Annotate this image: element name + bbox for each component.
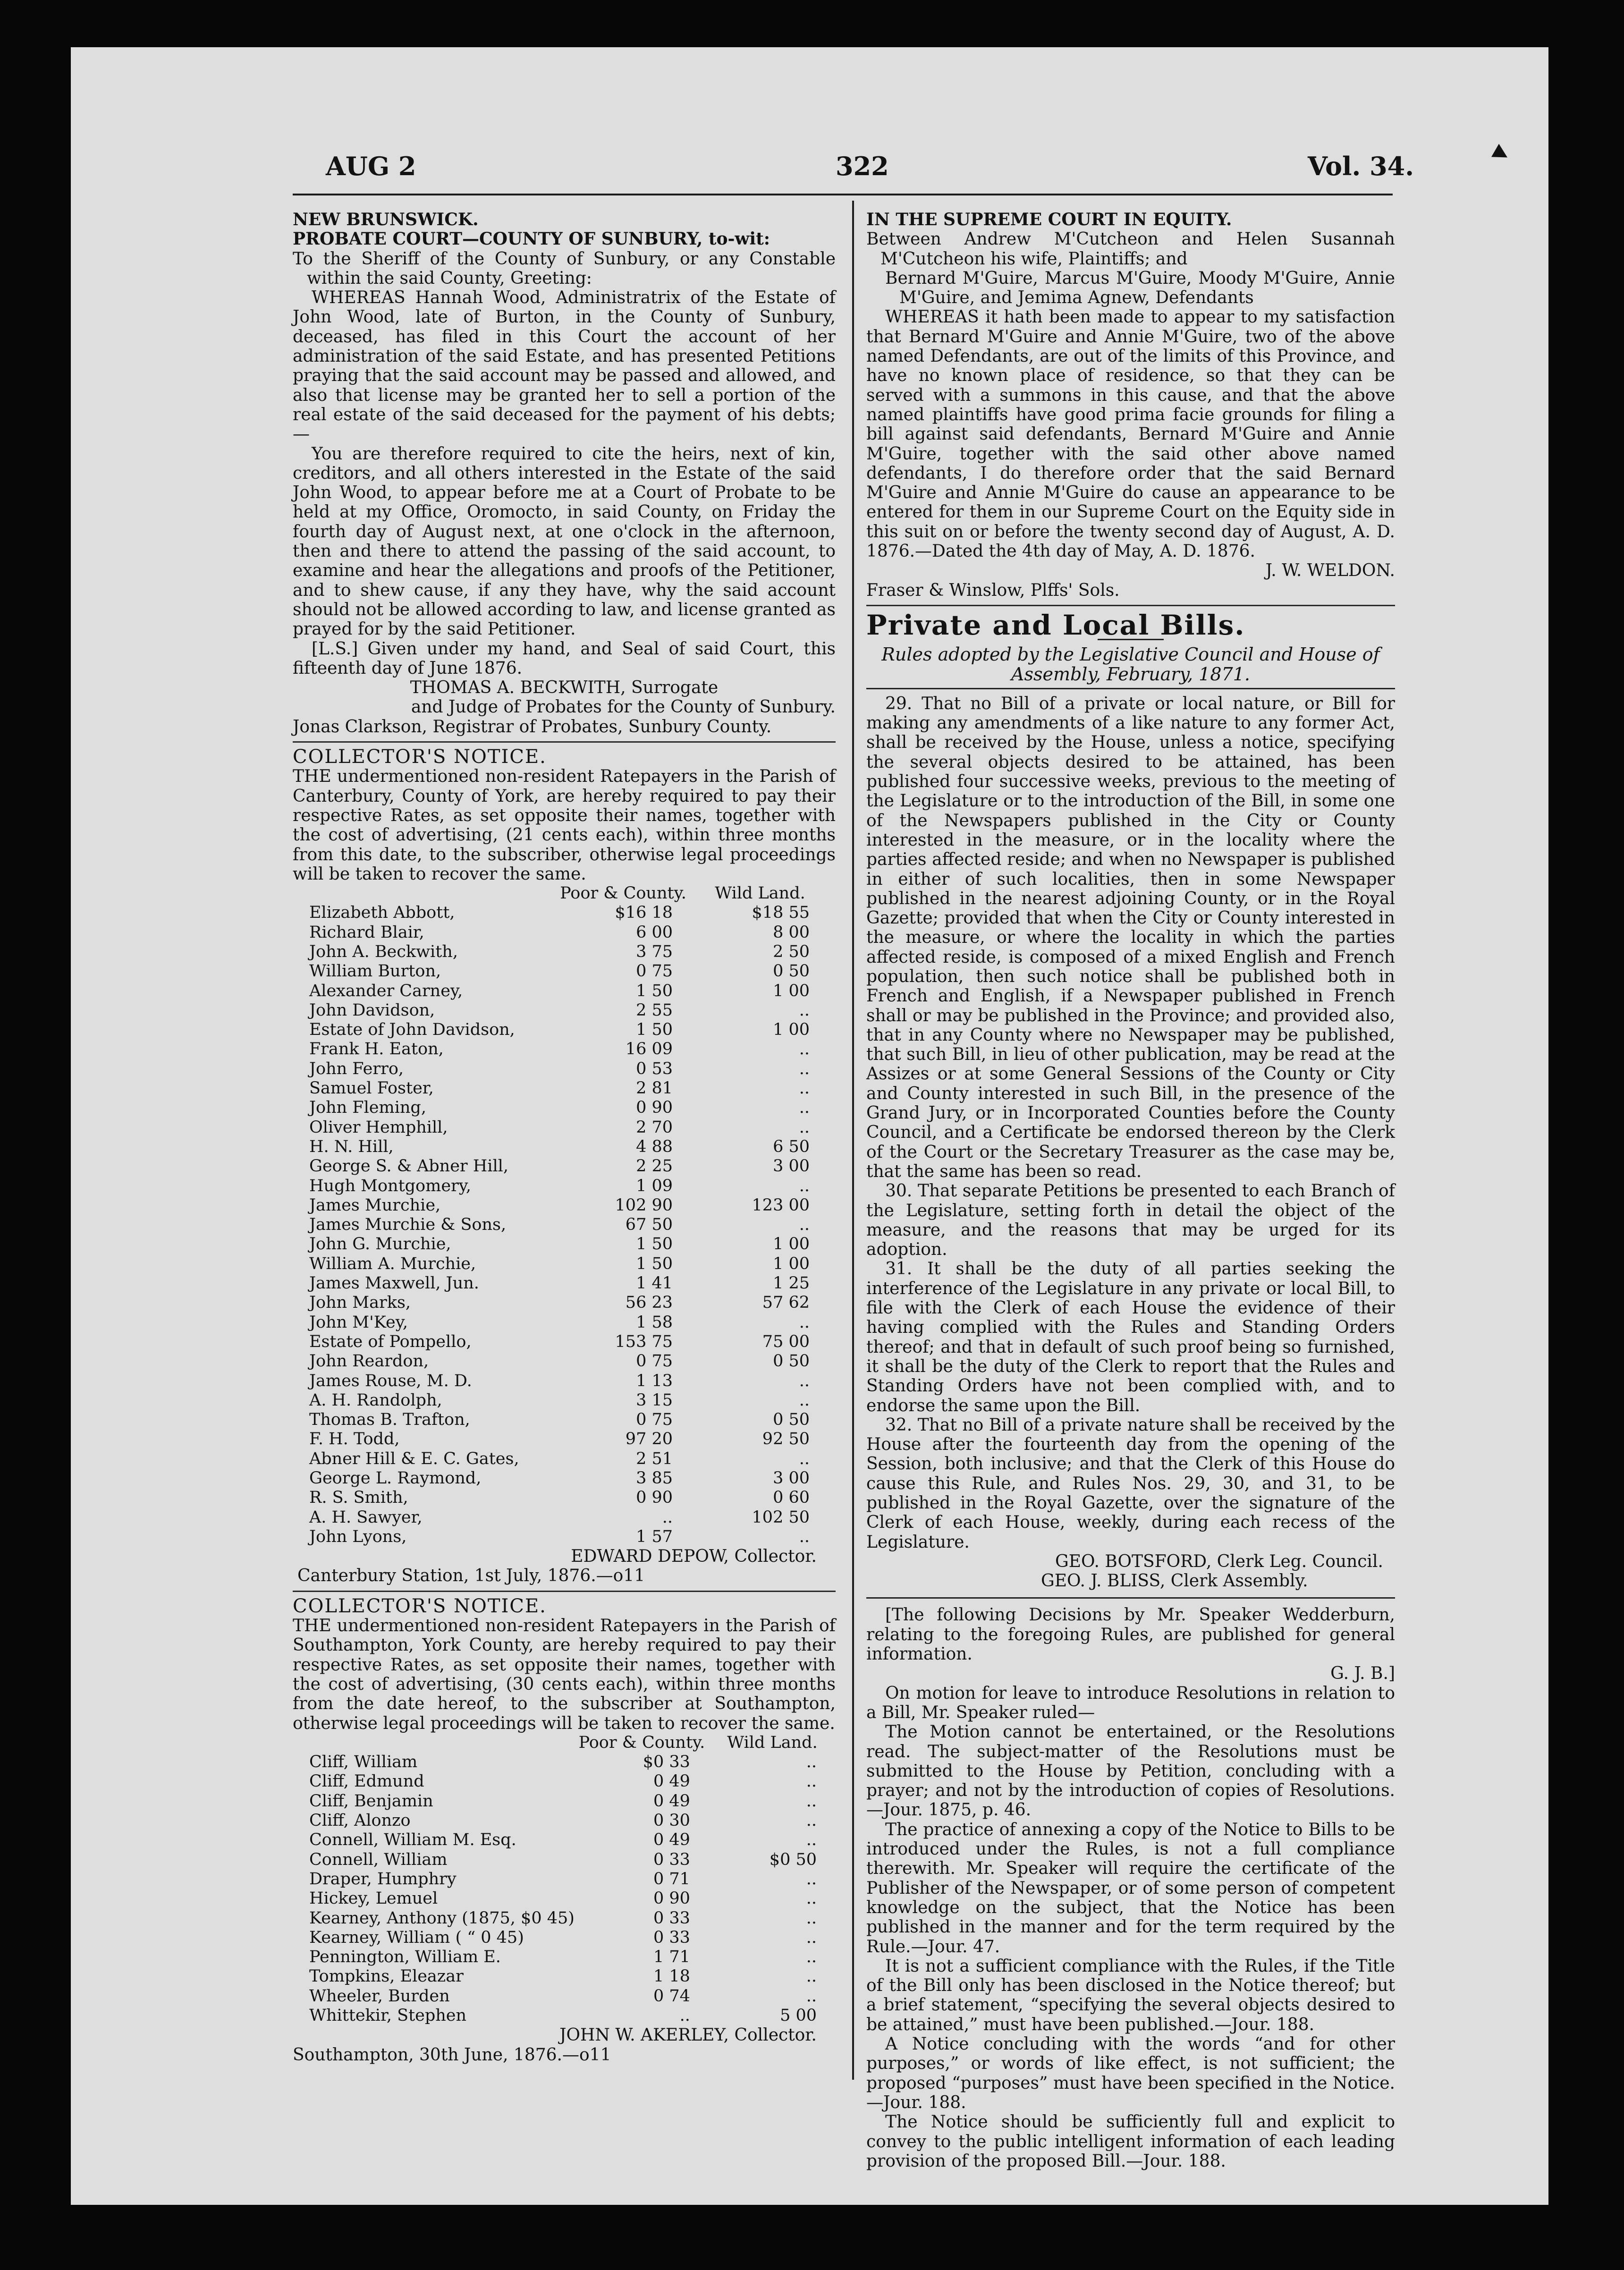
- poor-county-rate: 0 49: [653, 1830, 690, 1850]
- ratepayer-name: H. N. Hill,: [309, 1137, 394, 1156]
- clerk-assembly-signature: GEO. J. BLISS, Clerk Assembly.: [1041, 1571, 1308, 1591]
- ratepayer-row: [309, 903, 829, 923]
- wild-land-rate: ..: [806, 1967, 817, 1986]
- collector1-dateline: Canterbury Station, 1st July, 1876.—o11: [297, 1566, 645, 1586]
- ratepayer-row: [309, 1274, 829, 1293]
- wild-land-rate: ..: [806, 1753, 817, 1772]
- poor-county-rate: 1 50: [636, 1020, 673, 1040]
- ratepayer-name: Elizabeth Abbott,: [309, 903, 455, 923]
- poor-county-rate: 1 57: [636, 1527, 673, 1546]
- poor-county-rate: 2 25: [636, 1157, 673, 1176]
- ratepayer-row: [309, 1254, 829, 1274]
- wild-land-rate: ..: [799, 1118, 810, 1137]
- poor-county-rate: 153 75: [615, 1332, 673, 1351]
- poor-county-rate: 0 71: [653, 1869, 690, 1889]
- ratepayer-name: Alexander Carney,: [309, 981, 463, 1000]
- wild-land-rate: ..: [806, 1986, 817, 2006]
- ratepayer-name: John Davidson,: [309, 1000, 435, 1020]
- ratepayer-name: John Marks,: [309, 1293, 411, 1313]
- probate-court: PROBATE COURT—COUNTY OF SUNBURY, to-wit:: [293, 229, 770, 249]
- decision-4: It is not a sufficient compliance with the Rules, if the Title of the Bill only has been disclosed in the Notice thereof; but a brief statement, “specifying the several objects desired to be attained,” must have been published.—Jour. 188.: [866, 1956, 1395, 2034]
- poor-county-rate: 2 51: [636, 1449, 673, 1468]
- speaker-note: [The following Decisions by Mr. Speaker Wedderburn, relating to the foregoing Rules, are published for general information.: [866, 1605, 1395, 1664]
- poor-county-rate: 1 50: [636, 1254, 673, 1273]
- speaker-note-initials: G. J. B.]: [1330, 1664, 1395, 1684]
- supreme-parties-2: Bernard M'Guire, Marcus M'Guire, Moody M'Guire, Annie M'Guire, and Jemima Agnew, Defendants: [885, 268, 1395, 308]
- poor-county-rate: 0 74: [653, 1986, 690, 2006]
- ratepayer-row: [309, 1987, 836, 2006]
- ratepayer-name: John Ferro,: [309, 1059, 404, 1078]
- ratepayer-row: [309, 1352, 829, 1371]
- ratepayer-row: [309, 1215, 829, 1235]
- probate-address: To the Sheriff of the County of Sunbury, or any Constable within the said County, Greeting:: [293, 249, 836, 288]
- column-divider: [852, 201, 854, 2080]
- poor-county-rate: 0 75: [636, 1352, 673, 1371]
- ratepayer-name: F. H. Todd,: [309, 1430, 400, 1449]
- wild-land-rate: ..: [806, 1869, 817, 1889]
- supreme-body: WHEREAS it hath been made to appear to my satisfaction that Bernard M'Guire and Annie M'Guire, two of the above named Defendants, are out of the limits of this Province, and have no known place of residence, so that they can be served with a summons in this cause, and that the above named plaintiffs have good prima facie grounds for filing a bill against said defendants, Bernard M'Guire and Annie M'Guire, together with the said other above named defendants, I do therefore order that the said Bernard M'Guire and Annie M'Guire do cause an appearance to be entered for them in our Supreme Court on the Equity side in this suit on or before the twenty second day of August, A. D. 1876.—Dated the 4th day of May, A. D. 1876.: [866, 307, 1395, 561]
- poor-county-rate: 1 71: [653, 1948, 690, 1967]
- collector1-header-poor: Poor & County.: [560, 884, 686, 903]
- ratepayer-name: Whittekir, Stephen: [309, 2006, 467, 2025]
- collector2-title: COLLECTOR'S NOTICE.: [293, 1595, 547, 1617]
- ratepayer-name: Connell, William M. Esq.: [309, 1830, 516, 1850]
- ratepayer-row: [309, 982, 829, 1001]
- poor-county-rate: 1 09: [636, 1176, 673, 1195]
- poor-county-rate: 1 13: [636, 1371, 673, 1390]
- collector2-header-name: [309, 1733, 575, 1753]
- wild-land-rate: 1 25: [773, 1274, 810, 1293]
- wild-land-rate: 8 00: [773, 923, 810, 942]
- ratepayer-name: William Burton,: [309, 962, 441, 981]
- ratepayer-row: [309, 1772, 836, 1791]
- collector1-header-name: [309, 884, 555, 903]
- wild-land-rate: ..: [806, 1948, 817, 1967]
- poor-county-rate: 0 90: [636, 1488, 673, 1508]
- ratepayer-name: Hugh Montgomery,: [309, 1176, 472, 1195]
- header-rule: [293, 194, 1393, 195]
- ratepayer-row: [309, 1137, 829, 1157]
- supreme-signature: J. W. WELDON.: [1265, 561, 1395, 581]
- ratepayer-row: [309, 2006, 836, 2025]
- wild-land-rate: ..: [799, 1313, 810, 1332]
- ratepayer-name: Abner Hill & E. C. Gates,: [309, 1449, 519, 1468]
- ratepayer-row: [309, 1527, 829, 1547]
- ratepayer-row: [309, 1059, 829, 1079]
- probate-paragraph-2: You are therefore required to cite the heirs, next of kin, creditors, and all others interested in the Estate of the said John Wood, to appear before me at a Court of Probate to be held at my Office, Oromocto, in said County, on Friday the fourth day of August next, at one o'clock in the afternoon, then and there to attend the passing of the said account, to examine and hear the allegations and proofs of the Petitioner, and to shew cause, if any they have, why the said account should not be allowed according to law, and license granted as prayed for by the said Petitioner.: [293, 444, 836, 639]
- poor-county-rate: 4 88: [636, 1137, 673, 1156]
- ratepayer-row: [309, 1830, 836, 1850]
- ratepayer-row: [309, 1196, 829, 1215]
- ratepayer-name: John A. Beckwith,: [309, 942, 458, 961]
- wild-land-rate: 102 50: [752, 1508, 810, 1527]
- poor-county-rate: 2 55: [636, 1000, 673, 1020]
- wild-land-rate: 1 00: [773, 1020, 810, 1040]
- ratepayer-row: [309, 1293, 829, 1313]
- ratepayer-name: Cliff, William: [309, 1753, 418, 1772]
- collector1-table: [309, 884, 829, 1547]
- wild-land-rate: ..: [799, 1000, 810, 1020]
- bills-subtitle: Rules adopted by the Legislative Council and House of Assembly, February, 1871.: [881, 644, 1380, 685]
- ratepayer-name: John G. Murchie,: [309, 1235, 451, 1254]
- ratepayer-row: [309, 1020, 829, 1040]
- ratepayer-row: [309, 1449, 829, 1469]
- wild-land-rate: ..: [806, 1889, 817, 1908]
- decision-3: The practice of annexing a copy of the Notice to Bills to be introduced under the Rules, is not a full compliance therewith. Mr. Speaker will require the certificate of the Publisher of the Newspaper, or of some person of competent knowledge on the subject, that the Notice has been published in the manner and for the term required by the Rule.—Jour. 47.: [866, 1820, 1395, 1957]
- poor-county-rate: 0 33: [653, 1928, 690, 1947]
- ratepayer-name: Cliff, Benjamin: [309, 1791, 433, 1811]
- ratepayer-row: [309, 1967, 836, 1986]
- ratepayer-name: Estate of John Davidson,: [309, 1020, 515, 1040]
- ratepayer-name: Thomas B. Trafton,: [309, 1410, 470, 1430]
- ratepayer-name: John Reardon,: [309, 1352, 429, 1371]
- poor-county-rate: 1 41: [636, 1274, 673, 1293]
- ratepayer-name: Richard Blair,: [309, 923, 424, 942]
- poor-county-rate: 0 49: [653, 1772, 690, 1791]
- poor-county-rate: 2 70: [636, 1118, 673, 1137]
- probate-registrar: Jonas Clarkson, Registrar of Probates, Sunbury County.: [293, 717, 772, 737]
- collector2-intro: THE undermentioned non-resident Ratepayers in the Parish of Southampton, York County, are hereby required to pay their respective Rates, as set opposite their names, together with the cost of advertising, (30 cents each), within three months from the date hereof, to the subscriber at Southampton, otherwise legal proceedings will be taken to recover the same.: [293, 1616, 836, 1733]
- ratepayer-name: Oliver Hemphill,: [309, 1118, 448, 1137]
- poor-county-rate: 0 33: [653, 1908, 690, 1928]
- ratepayer-name: Estate of Pompello,: [309, 1332, 472, 1351]
- page-number: 322: [836, 151, 889, 181]
- poor-county-rate: 0 90: [636, 1098, 673, 1118]
- ratepayer-row: [309, 1001, 829, 1020]
- poor-county-rate: 2 81: [636, 1079, 673, 1098]
- decision-2: The Motion cannot be entertained, or the Resolutions read. The subject-matter of the Resolutions must be submitted to the House by Petition, concluding with a prayer; and not by the introduction of copies of Resolutions.—Jour. 1875, p. 46.: [866, 1722, 1395, 1820]
- poor-county-rate: 0 33: [653, 1850, 690, 1869]
- wild-land-rate: ..: [799, 1215, 810, 1235]
- ratepayer-row: [309, 1753, 836, 1772]
- ratepayer-name: Tompkins, Eleazar: [309, 1967, 464, 1986]
- poor-county-rate: 102 90: [615, 1195, 673, 1215]
- probate-title: NEW BRUNSWICK.: [293, 210, 479, 229]
- wild-land-rate: ..: [799, 1527, 810, 1546]
- decision-5: A Notice concluding with the words “and for other purposes,” or words of like effect, is not sufficient; the proposed “purposes” must have been specified in the Notice.—Jour. 188.: [866, 2034, 1395, 2112]
- wild-land-rate: 1 00: [773, 1235, 810, 1254]
- decisions-rule: [866, 1597, 1395, 1599]
- ratepayer-row: [309, 1332, 829, 1352]
- ratepayer-name: Pennington, William E.: [309, 1948, 501, 1967]
- supreme-title: IN THE SUPREME COURT IN EQUITY.: [866, 210, 1232, 229]
- ratepayer-name: Samuel Foster,: [309, 1079, 434, 1098]
- ratepayer-name: James Murchie & Sons,: [309, 1215, 507, 1235]
- ratepayer-name: R. S. Smith,: [309, 1488, 408, 1508]
- poor-county-rate: ..: [662, 1508, 673, 1527]
- ratepayer-row: [309, 1177, 829, 1196]
- wild-land-rate: $18 55: [752, 903, 810, 923]
- wild-land-rate: ..: [806, 1830, 817, 1850]
- ratepayer-name: A. H. Randolph,: [309, 1390, 442, 1410]
- ratepayer-name: John Lyons,: [309, 1527, 407, 1546]
- wild-land-rate: ..: [799, 1040, 810, 1059]
- wild-land-rate: ..: [806, 1772, 817, 1791]
- ratepayer-name: John Fleming,: [309, 1098, 426, 1118]
- wild-land-rate: ..: [799, 1098, 810, 1118]
- ratepayer-row: [309, 1469, 829, 1488]
- wild-land-rate: ..: [799, 1371, 810, 1390]
- wild-land-rate: 1 00: [773, 1254, 810, 1273]
- ratepayer-row: [309, 1850, 836, 1870]
- wild-land-rate: 5 00: [780, 2006, 817, 2025]
- ratepayer-row: [309, 1508, 829, 1527]
- collector2-dateline: Southampton, 30th June, 1876.—o11: [293, 2045, 611, 2065]
- left-column: [293, 210, 836, 2065]
- ratepayer-name: Draper, Humphry: [309, 1869, 457, 1889]
- poor-county-rate: 0 30: [653, 1811, 690, 1830]
- wild-land-rate: ..: [806, 1811, 817, 1830]
- wild-land-rate: ..: [799, 1176, 810, 1195]
- poor-county-rate: 1 50: [636, 1235, 673, 1254]
- ratepayer-row: [309, 1909, 836, 1928]
- wild-land-rate: $0 50: [769, 1850, 817, 1869]
- ratepayer-row: [309, 1430, 829, 1449]
- wild-land-rate: 1 00: [773, 981, 810, 1000]
- wild-land-rate: 92 50: [762, 1430, 810, 1449]
- wild-land-rate: 57 62: [762, 1293, 810, 1313]
- bills-title: Private and Local Bills.: [866, 609, 1245, 641]
- wild-land-rate: 2 50: [773, 942, 810, 961]
- ratepayer-name: Connell, William: [309, 1850, 448, 1869]
- ratepayer-name: James Rouse, M. D.: [309, 1371, 472, 1390]
- collector1-intro: THE undermentioned non-resident Ratepayers in the Parish of Canterbury, County of York, are hereby required to pay their respective Rates, as set opposite their names, together with the cost of advertising, (21 cents each), within three months from this date, to the subscriber, otherwise legal proceedings will be taken to recover the same.: [293, 767, 836, 884]
- ratepayer-name: Wheeler, Burden: [309, 1986, 450, 2006]
- ratepayer-row: [309, 923, 829, 942]
- ratepayer-row: [309, 1098, 829, 1118]
- probate-signature-1: THOMAS A. BECKWITH, Surrogate: [410, 678, 719, 698]
- poor-county-rate: 16 09: [625, 1040, 673, 1059]
- ratepayer-name: Hickey, Lemuel: [309, 1889, 438, 1908]
- header-date: AUG 2: [326, 151, 416, 181]
- rule-30: 30. That separate Petitions be presented to each Branch of the Legislature, setting forth in detail the object of the measure, and the reasons that may be urged for its adoption.: [866, 1181, 1395, 1260]
- supreme-solicitors: Fraser & Winslow, Plffs' Sols.: [866, 580, 1120, 600]
- poor-county-rate: 1 18: [653, 1967, 690, 1986]
- ratepayer-row: [309, 1870, 836, 1889]
- ratepayer-row: [309, 1948, 836, 1967]
- decision-1: On motion for leave to introduce Resolutions in relation to a Bill, Mr. Speaker ruled—: [866, 1683, 1395, 1722]
- ratepayer-name: Cliff, Edmund: [309, 1772, 424, 1791]
- poor-county-rate: 3 75: [636, 942, 673, 961]
- probate-paragraph-1: WHEREAS Hannah Wood, Administratrix of the Estate of John Wood, late of Burton, in the County of Sunbury, deceased, has filed in this Court the account of her administration of the said Estate, and has presented Petitions praying that the said account may be passed and allowed, and also that license may be granted her to sell a portion of the real estate of the said deceased for the payment of his debts;—: [293, 288, 836, 444]
- ratepayer-name: James Murchie,: [309, 1195, 441, 1215]
- poor-county-rate: 1 58: [636, 1313, 673, 1332]
- wild-land-rate: 6 50: [773, 1137, 810, 1156]
- rule-29: 29. That no Bill of a private or local nature, or Bill for making any amendments of a like nature to any former Act, shall be received by the House, unless a notice, specifying the several objects desired to be attained, has been published four successive weeks, previous to the meeting of the Legislature or to the introduction of the Bill, in some one of the Newspapers published in the City or County interested in the measure, or in the locality where the parties affected reside; and when no Newspaper is published in either of such localities, then in some Newspaper published in the nearest adjoining County, or in the Royal Gazette; provided that when the City or County interested in the measure, or where the locality in which the parties affected reside, is composed of a mixed English and French population, then such notice shall be published both in French and English, if a Newspaper published in French shall or may be published in the Province; and provided also, that in any County where no Newspaper may be published, that such Bill, in lieu of other publication, may be read at the Assizes or at some General Sessions of the County or City and County interested in such Bill, in the presence of the Grand Jury, or in Incorporated Counties before the County Council, and a Certificate be endorsed thereon by the Clerk of the Court or the Secretary Treasurer as the case may be, that the same has been so read.: [866, 694, 1395, 1181]
- wild-land-rate: ..: [806, 1928, 817, 1947]
- ratepayer-name: A. H. Sawyer,: [309, 1508, 423, 1527]
- wild-land-rate: ..: [799, 1059, 810, 1078]
- collector2-table: [309, 1733, 836, 2025]
- ratepayer-row: [309, 1792, 836, 1811]
- ratepayer-row: [309, 962, 829, 981]
- ratepayer-name: Frank H. Eaton,: [309, 1040, 444, 1059]
- poor-county-rate: 3 85: [636, 1469, 673, 1488]
- collector1-title: COLLECTOR'S NOTICE.: [293, 746, 547, 768]
- ratepayer-name: John M'Key,: [309, 1313, 408, 1332]
- ratepayer-row: [309, 1157, 829, 1176]
- ratepayer-row: [309, 1235, 829, 1254]
- wild-land-rate: 0 50: [773, 962, 810, 981]
- poor-county-rate: 56 23: [625, 1293, 673, 1313]
- poor-county-rate: 67 50: [625, 1215, 673, 1235]
- ratepayer-row: [309, 942, 829, 962]
- wild-land-rate: ..: [799, 1079, 810, 1098]
- ratepayer-name: Kearney, William ( “ 0 45): [309, 1928, 524, 1947]
- ratepayer-name: Kearney, Anthony (1875, $0 45): [309, 1908, 575, 1928]
- poor-county-rate: 0 75: [636, 962, 673, 981]
- ratepayer-row: [309, 1488, 829, 1508]
- volume-label: Vol. 34.: [1308, 151, 1414, 181]
- wild-land-rate: 123 00: [752, 1195, 810, 1215]
- wild-land-rate: 75 00: [762, 1332, 810, 1351]
- rule-31: 31. It shall be the duty of all parties seeking the interference of the Legislature in any private or local Bill, to file with the Clerk of each House the evidence of their having complied with the Rules and Standing Orders thereof; and that in default of such proof being so furnished, it shall be the duty of the Clerk to report that the Rules and Standing Orders have not been complied with, and to endorse the same upon the Bill.: [866, 1259, 1395, 1415]
- supreme-parties-1: Between Andrew M'Cutcheon and Helen Susannah M'Cutcheon his wife, Plaintiffs; and: [866, 229, 1395, 269]
- probate-signature-2: and Judge of Probates for the County of Sunbury.: [411, 697, 836, 717]
- poor-county-rate: 6 00: [636, 923, 673, 942]
- section-divider: [293, 741, 836, 743]
- ratepayer-row: [309, 1040, 829, 1059]
- probate-paragraph-3: [L.S.] Given under my hand, and Seal of said Court, this fifteenth day of June 1876.: [293, 639, 836, 678]
- ratepayer-name: James Maxwell, Jun.: [309, 1274, 479, 1293]
- wild-land-rate: 0 50: [773, 1410, 810, 1430]
- rule-32: 32. That no Bill of a private nature shall be received by the House after the fourteenth day from the opening of the Session, both inclusive; and that the Clerk of this House do cause this Rule, and Rules Nos. 29, 30, and 31, to be published in the Royal Gazette, over the signature of the Clerk of each House, weekly, during each recess of the Legislature.: [866, 1415, 1395, 1552]
- collector2-header-poor: Poor & County.: [578, 1733, 705, 1752]
- section-divider: [866, 605, 1395, 606]
- poor-county-rate: $0 33: [643, 1753, 690, 1772]
- poor-county-rate: ..: [679, 2006, 690, 2025]
- poor-county-rate: 0 53: [636, 1059, 673, 1078]
- decision-6: The Notice should be sufficiently full and explicit to convey to the public intelligent information of each leading provision of the proposed Bill.—Jour. 188.: [866, 2112, 1395, 2171]
- right-column: [866, 210, 1395, 2171]
- ratepayer-row: [309, 1410, 829, 1430]
- ratepayer-row: [309, 1313, 829, 1332]
- collector1-header-wild: Wild Land.: [715, 884, 805, 903]
- wild-land-rate: 3 00: [773, 1469, 810, 1488]
- ratepayer-row: [309, 1811, 836, 1830]
- poor-county-rate: 0 90: [653, 1889, 690, 1908]
- ratepayer-name: George L. Raymond,: [309, 1469, 482, 1488]
- ratepayer-row: [309, 1928, 836, 1948]
- poor-county-rate: 3 15: [636, 1390, 673, 1410]
- ratepayer-name: Cliff, Alonzo: [309, 1811, 411, 1830]
- ratepayer-row: [309, 1889, 836, 1908]
- subtitle-rule: [866, 688, 1395, 689]
- collector2-header-wild: Wild Land.: [727, 1733, 818, 1752]
- wild-land-rate: ..: [806, 1791, 817, 1811]
- ratepayer-row: [309, 1079, 829, 1098]
- wild-land-rate: ..: [799, 1390, 810, 1410]
- wild-land-rate: ..: [799, 1449, 810, 1468]
- poor-county-rate: 97 20: [625, 1430, 673, 1449]
- clerk-council-signature: GEO. BOTSFORD, Clerk Leg. Council.: [1055, 1551, 1383, 1571]
- wild-land-rate: 0 60: [773, 1488, 810, 1508]
- wild-land-rate: 0 50: [773, 1352, 810, 1371]
- ratepayer-row: [309, 1391, 829, 1410]
- wild-land-rate: 3 00: [773, 1157, 810, 1176]
- poor-county-rate: 0 75: [636, 1410, 673, 1430]
- section-divider: [293, 1591, 836, 1592]
- collector2-signature: JOHN W. AKERLEY, Collector.: [559, 2025, 817, 2045]
- ratepayer-name: William A. Murchie,: [309, 1254, 476, 1273]
- ratepayer-row: [309, 1118, 829, 1137]
- poor-county-rate: 0 49: [653, 1791, 690, 1811]
- poor-county-rate: 1 50: [636, 981, 673, 1000]
- ratepayer-row: [309, 1372, 829, 1391]
- wild-land-rate: ..: [806, 1908, 817, 1928]
- collector1-signature: EDWARD DEPOW, Collector.: [571, 1547, 817, 1567]
- ratepayer-name: George S. & Abner Hill,: [309, 1157, 508, 1176]
- poor-county-rate: $16 18: [615, 903, 673, 923]
